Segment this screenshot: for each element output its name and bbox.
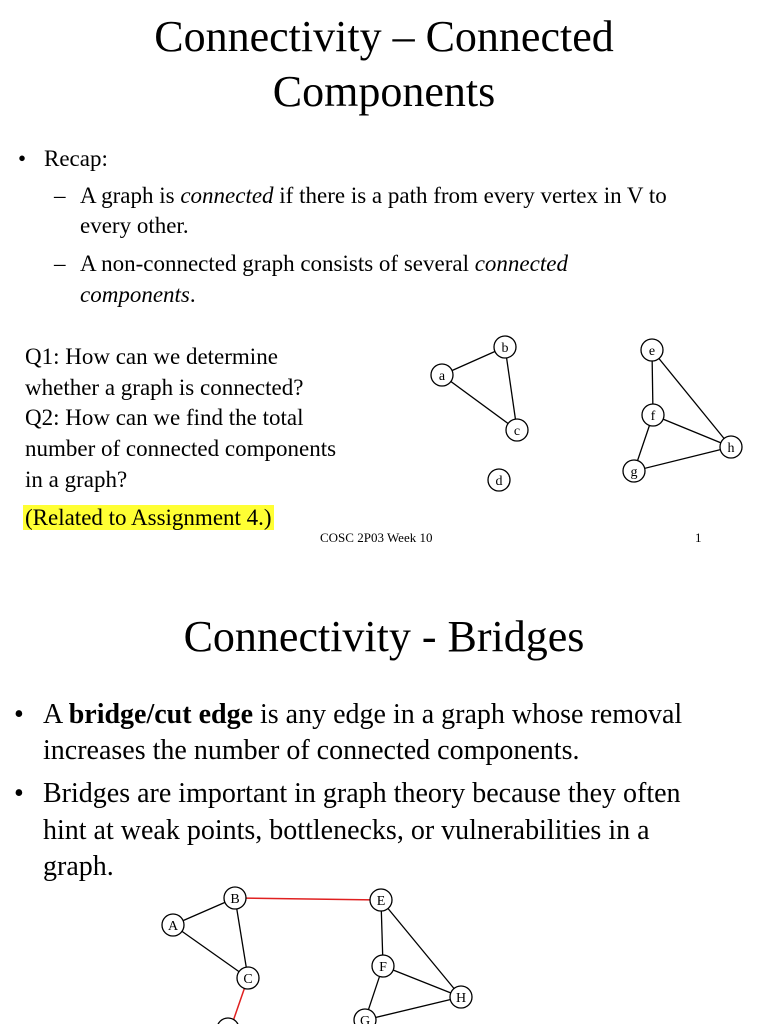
node-d-label: d [495,474,503,489]
node-B-label: B [230,892,240,907]
recap-item-2-end: . [189,282,196,307]
question-line-4: number of connected components [25,436,337,461]
node-f-label: f [650,409,656,424]
dash-marker: – [54,183,66,208]
bullet-marker: • [18,146,27,171]
bridge-importance-line2: hint at weak points, bottlenecks, or vulnerabilities in a [43,815,650,846]
slide1-page-number: 1 [695,530,702,545]
node-G-label: G [359,1014,371,1024]
edge-F-H [383,966,461,997]
dash-marker-2: – [54,251,66,276]
node-a-label: a [438,369,446,384]
edge-e-h [652,350,731,447]
node-C-label: C [243,972,253,987]
slide2-title: Connectivity - Bridges [183,612,585,661]
bullet-marker-3: • [14,699,24,730]
question-line-5: in a graph? [25,467,128,492]
node-e-label: e [648,344,656,359]
recap-item-1-text: A graph is [80,183,181,208]
question-line-1: Q1: How can we determine [25,344,278,369]
recap-item-1-italic: connected [180,183,274,208]
node-H-label: H [455,991,467,1006]
bridge-definition-bold: bridge/cut edge [68,699,253,730]
recap-item-1-line2: every other. [80,213,189,238]
recap-item-2-italic-2: components [80,282,190,307]
recap-item-2-italic: connected [474,251,568,276]
bridge-edge-B-E [235,898,381,900]
assignment-note-highlight: (Related to Assignment 4.) [25,505,272,530]
bridge-importance-line3: graph. [43,851,114,882]
edge-B-C [235,898,248,978]
node-E-label: E [376,894,386,909]
recap-item-2-text: A non-connected graph consists of several [80,251,475,276]
bridge-definition-line2: increases the number of connected components. [43,735,580,766]
bridge-definition [43,697,682,733]
question-line-3: Q2: How can we find the total [25,405,304,430]
slide2-graph [0,880,768,1024]
edge-f-h [653,415,731,447]
edge-G-H [365,997,461,1020]
recap-item-1-text-2: if there is a path from every vertex in V to [273,183,667,208]
edge-g-h [634,447,731,471]
bullet-marker-4: • [14,778,24,809]
node-F-label: F [379,960,387,975]
edge-a-c [442,375,517,430]
question-line-2: whether a graph is connected? [25,375,304,400]
slide1-title-line1: Connectivity – Connected [154,12,614,61]
slide1-title-line2: Components [272,67,496,116]
slide1-footer: COSC 2P03 Week 10 [320,530,433,545]
edge-b-c [505,347,517,430]
node-A-label: A [167,919,179,934]
bridge-definition-text-2: is any edge in a graph whose removal [253,699,683,730]
node-c-label: c [513,424,521,439]
node-b-label: b [501,341,509,356]
node-g-label: g [630,465,638,480]
edge-E-H [381,900,461,997]
bridge-importance-line1: Bridges are important in graph theory because they often [43,778,681,809]
node-h-label: h [727,441,735,456]
edge-A-C [173,925,248,978]
bridge-definition-text: A [43,699,69,730]
recap-label: Recap: [44,146,108,171]
